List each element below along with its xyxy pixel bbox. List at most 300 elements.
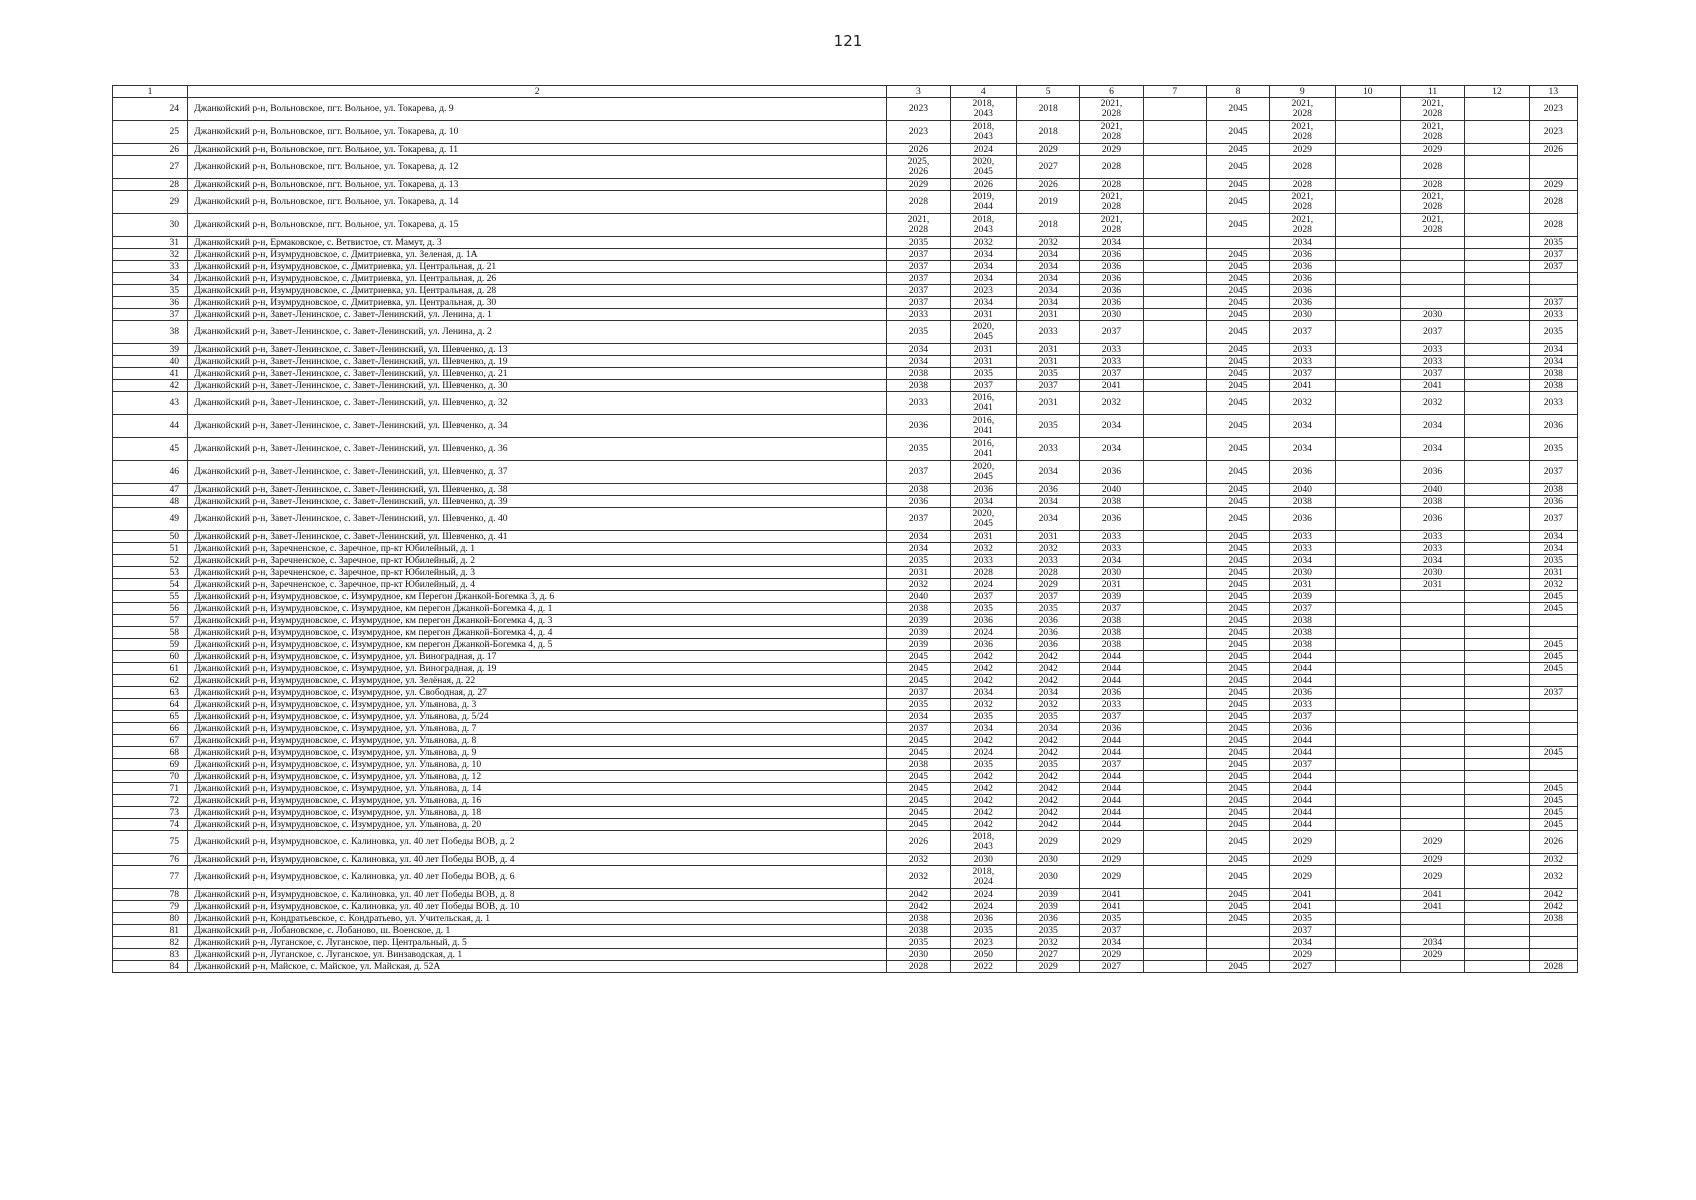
cell-col-7 [1143,380,1206,392]
cell-col-2: Джанкойский р-н, Изумрудновское, с. Изумрудное, км Перегон Джанкой-Богемка 3, д. 6 [188,591,887,603]
cell-col-5: 2031 [1017,344,1080,356]
cell-col-4: 2042 [950,783,1016,795]
cell-col-8: 2045 [1206,807,1269,819]
cell-col-5: 2039 [1017,901,1080,913]
cell-col-4: 2034 [950,687,1016,699]
cell-col-9: 2029 [1270,866,1335,889]
cell-col-2: Джанкойский р-н, Завет-Ленинское, с. Завет-Ленинский, ул. Шевченко, д. 34 [188,415,887,438]
cell-col-2: Джанкойский р-н, Изумрудновское, с. Калиновка, ул. 40 лет Победы ВОВ, д. 6 [188,866,887,889]
cell-col-7 [1143,121,1206,144]
cell-col-4: 2042 [950,771,1016,783]
cell-col-3: 2038 [887,913,950,925]
cell-col-10 [1335,675,1400,687]
cell-col-4: 2018, 2043 [950,98,1016,121]
cell-col-7 [1143,214,1206,237]
cell-col-10 [1335,237,1400,249]
cell-col-12 [1465,98,1529,121]
cell-col-13: 2045 [1529,807,1577,819]
cell-col-6: 2036 [1080,249,1143,261]
cell-col-6: 2032 [1080,392,1143,415]
cell-col-6: 2041 [1080,889,1143,901]
cell-col-7 [1143,771,1206,783]
cell-col-8: 2045 [1206,735,1269,747]
table-row [113,273,1578,285]
cell-col-12 [1465,795,1529,807]
cell-col-13 [1529,949,1577,961]
cell-col-4: 2018, 2043 [950,214,1016,237]
cell-col-8: 2045 [1206,831,1269,854]
cell-col-6: 2036 [1080,508,1143,531]
cell-col-5: 2029 [1017,144,1080,156]
cell-col-3: 2034 [887,356,950,368]
cell-col-10 [1335,639,1400,651]
cell-col-5: 2026 [1017,179,1080,191]
cell-col-13 [1529,699,1577,711]
cell-col-4: 2016, 2041 [950,392,1016,415]
cell-col-8: 2045 [1206,144,1269,156]
cell-col-12 [1465,639,1529,651]
cell-col-9: 2031 [1270,579,1335,591]
cell-col-9: 2033 [1270,531,1335,543]
cell-col-1: 45 [113,438,188,461]
cell-col-13: 2035 [1529,438,1577,461]
table-row [113,356,1578,368]
cell-col-1: 30 [113,214,188,237]
cell-col-12 [1465,651,1529,663]
cell-col-13: 2035 [1529,555,1577,567]
cell-col-4: 2033 [950,555,1016,567]
cell-col-2: Джанкойский р-н, Луганское, с. Луганское, пер. Центральный, д. 5 [188,937,887,949]
cell-col-3: 2037 [887,285,950,297]
cell-col-11: 2037 [1400,321,1464,344]
cell-col-11: 2029 [1400,144,1464,156]
cell-col-1: 28 [113,179,188,191]
cell-col-6: 2029 [1080,866,1143,889]
cell-col-13: 2026 [1529,144,1577,156]
cell-col-6: 2029 [1080,831,1143,854]
cell-col-2: Джанкойский р-н, Завет-Ленинское, с. Завет-Ленинский, ул. Шевченко, д. 38 [188,484,887,496]
cell-col-3: 2045 [887,819,950,831]
cell-col-6: 2044 [1080,747,1143,759]
cell-col-7 [1143,309,1206,321]
table-row [113,901,1578,913]
cell-col-1: 46 [113,461,188,484]
cell-col-9: 2034 [1270,937,1335,949]
cell-col-6: 2033 [1080,531,1143,543]
table-row [113,484,1578,496]
cell-col-3: 2028 [887,191,950,214]
cell-col-11: 2041 [1400,901,1464,913]
cell-col-4: 2020, 2045 [950,321,1016,344]
cell-col-5: 2034 [1017,723,1080,735]
cell-col-9: 2034 [1270,555,1335,567]
cell-col-3: 2021, 2028 [887,214,950,237]
cell-col-6: 2044 [1080,795,1143,807]
cell-col-13: 2034 [1529,531,1577,543]
cell-col-6: 2034 [1080,937,1143,949]
cell-col-12 [1465,415,1529,438]
cell-col-1: 74 [113,819,188,831]
cell-col-7 [1143,297,1206,309]
cell-col-1: 60 [113,651,188,663]
table-row [113,380,1578,392]
cell-col-4: 2042 [950,819,1016,831]
cell-col-12 [1465,508,1529,531]
table-body [113,86,1578,973]
cell-col-6: 2021, 2028 [1080,98,1143,121]
cell-col-6: 2044 [1080,819,1143,831]
header-cell-8: 8 [1206,86,1269,98]
cell-col-6: 2038 [1080,639,1143,651]
cell-col-7 [1143,555,1206,567]
cell-col-1: 25 [113,121,188,144]
cell-col-4: 2037 [950,380,1016,392]
cell-col-12 [1465,937,1529,949]
cell-col-5: 2034 [1017,261,1080,273]
cell-col-7 [1143,901,1206,913]
cell-col-10 [1335,591,1400,603]
cell-col-11 [1400,651,1464,663]
cell-col-13: 2045 [1529,783,1577,795]
cell-col-2: Джанкойский р-н, Вольновское, пгт. Вольное, ул. Токарева, д. 10 [188,121,887,144]
cell-col-10 [1335,807,1400,819]
table-row [113,261,1578,273]
cell-col-8: 2045 [1206,579,1269,591]
cell-col-13: 2028 [1529,961,1577,973]
table-row [113,249,1578,261]
cell-col-4: 2034 [950,261,1016,273]
cell-col-3: 2035 [887,555,950,567]
cell-col-12 [1465,866,1529,889]
cell-col-3: 2034 [887,531,950,543]
cell-col-9: 2036 [1270,508,1335,531]
cell-col-3: 2032 [887,579,950,591]
cell-col-2: Джанкойский р-н, Завет-Ленинское, с. Завет-Ленинский, ул. Шевченко, д. 21 [188,368,887,380]
table-row [113,496,1578,508]
cell-col-13: 2028 [1529,191,1577,214]
cell-col-11 [1400,273,1464,285]
cell-col-11 [1400,297,1464,309]
cell-col-3: 2038 [887,484,950,496]
cell-col-13: 2033 [1529,392,1577,415]
cell-col-9: 2021, 2028 [1270,214,1335,237]
cell-col-4: 2035 [950,368,1016,380]
cell-col-2: Джанкойский р-н, Изумрудновское, с. Изумрудное, ул. Ульянова, д. 14 [188,783,887,795]
table-row [113,297,1578,309]
table-row [113,237,1578,249]
cell-col-9: 2030 [1270,309,1335,321]
cell-col-4: 2022 [950,961,1016,973]
cell-col-2: Джанкойский р-н, Изумрудновское, с. Изумрудное, ул. Ульянова, д. 3 [188,699,887,711]
cell-col-10 [1335,937,1400,949]
cell-col-8: 2045 [1206,901,1269,913]
cell-col-5: 2031 [1017,309,1080,321]
cell-col-7 [1143,783,1206,795]
cell-col-11: 2021, 2028 [1400,121,1464,144]
cell-col-6: 2021, 2028 [1080,214,1143,237]
cell-col-10 [1335,297,1400,309]
cell-col-9: 2041 [1270,889,1335,901]
cell-col-10 [1335,687,1400,699]
cell-col-6: 2044 [1080,663,1143,675]
cell-col-11 [1400,285,1464,297]
cell-col-5: 2042 [1017,651,1080,663]
cell-col-5: 2031 [1017,356,1080,368]
cell-col-1: 31 [113,237,188,249]
cell-col-5: 2033 [1017,321,1080,344]
cell-col-12 [1465,567,1529,579]
table-row [113,368,1578,380]
cell-col-8: 2045 [1206,591,1269,603]
cell-col-7 [1143,273,1206,285]
cell-col-8: 2045 [1206,759,1269,771]
cell-col-11 [1400,687,1464,699]
cell-col-3: 2045 [887,807,950,819]
cell-col-3: 2039 [887,639,950,651]
table-row [113,723,1578,735]
cell-col-4: 2042 [950,675,1016,687]
cell-col-13 [1529,615,1577,627]
cell-col-4: 2042 [950,795,1016,807]
cell-col-4: 2024 [950,627,1016,639]
cell-col-3: 2026 [887,144,950,156]
cell-col-4: 2032 [950,699,1016,711]
cell-col-3: 2039 [887,615,950,627]
header-cell-9: 9 [1270,86,1335,98]
cell-col-12 [1465,735,1529,747]
cell-col-1: 43 [113,392,188,415]
cell-col-10 [1335,913,1400,925]
cell-col-10 [1335,261,1400,273]
cell-col-12 [1465,711,1529,723]
cell-col-5: 2034 [1017,496,1080,508]
cell-col-5: 2018 [1017,121,1080,144]
cell-col-10 [1335,771,1400,783]
cell-col-2: Джанкойский р-н, Изумрудновское, с. Дмитриевка, ул. Зеленая, д. 1А [188,249,887,261]
table-row [113,156,1578,179]
cell-col-6: 2028 [1080,179,1143,191]
header-cell-2: 2 [188,86,887,98]
cell-col-2: Джанкойский р-н, Изумрудновское, с. Калиновка, ул. 40 лет Победы ВОВ, д. 4 [188,854,887,866]
cell-col-7 [1143,603,1206,615]
cell-col-10 [1335,663,1400,675]
cell-col-13: 2038 [1529,913,1577,925]
cell-col-6: 2027 [1080,961,1143,973]
cell-col-5: 2036 [1017,639,1080,651]
cell-col-9: 2034 [1270,438,1335,461]
cell-col-9: 2021, 2028 [1270,98,1335,121]
cell-col-8: 2045 [1206,675,1269,687]
cell-col-1: 69 [113,759,188,771]
cell-col-11 [1400,249,1464,261]
cell-col-9: 2034 [1270,415,1335,438]
cell-col-7 [1143,484,1206,496]
cell-col-13: 2045 [1529,819,1577,831]
cell-col-11: 2036 [1400,461,1464,484]
cell-col-2: Джанкойский р-н, Изумрудновское, с. Калиновка, ул. 40 лет Победы ВОВ, д. 8 [188,889,887,901]
cell-col-2: Джанкойский р-н, Завет-Ленинское, с. Завет-Ленинский, ул. Шевченко, д. 41 [188,531,887,543]
cell-col-3: 2023 [887,121,950,144]
cell-col-2: Джанкойский р-н, Изумрудновское, с. Изумрудное, ул. Виноградная, д. 17 [188,651,887,663]
table-row [113,579,1578,591]
header-cell-7: 7 [1143,86,1206,98]
cell-col-2: Джанкойский р-н, Вольновское, пгт. Вольное, ул. Токарева, д. 12 [188,156,887,179]
cell-col-2: Джанкойский р-н, Завет-Ленинское, с. Завет-Ленинский, ул. Ленина, д. 2 [188,321,887,344]
cell-col-4: 2026 [950,179,1016,191]
cell-col-3: 2042 [887,889,950,901]
cell-col-11 [1400,639,1464,651]
cell-col-5: 2034 [1017,508,1080,531]
cell-col-9: 2036 [1270,297,1335,309]
table-row [113,807,1578,819]
cell-col-3: 2038 [887,368,950,380]
cell-col-4: 2023 [950,937,1016,949]
cell-col-4: 2030 [950,854,1016,866]
cell-col-5: 2036 [1017,627,1080,639]
cell-col-8: 2045 [1206,889,1269,901]
cell-col-6: 2028 [1080,156,1143,179]
cell-col-3: 2037 [887,261,950,273]
cell-col-11 [1400,675,1464,687]
cell-col-8: 2045 [1206,356,1269,368]
cell-col-9: 2044 [1270,663,1335,675]
cell-col-2: Джанкойский р-н, Изумрудновское, с. Дмитриевка, ул. Центральная, д. 30 [188,297,887,309]
cell-col-12 [1465,273,1529,285]
table-row [113,747,1578,759]
cell-col-9: 2038 [1270,627,1335,639]
table-row [113,795,1578,807]
cell-col-7 [1143,795,1206,807]
cell-col-5: 2042 [1017,747,1080,759]
cell-col-11: 2028 [1400,156,1464,179]
cell-col-6: 2037 [1080,925,1143,937]
cell-col-1: 56 [113,603,188,615]
cell-col-11 [1400,747,1464,759]
cell-col-10 [1335,759,1400,771]
cell-col-9: 2036 [1270,261,1335,273]
cell-col-13 [1529,937,1577,949]
cell-col-11 [1400,603,1464,615]
cell-col-8: 2045 [1206,819,1269,831]
cell-col-5: 2029 [1017,961,1080,973]
cell-col-9: 2044 [1270,747,1335,759]
cell-col-7 [1143,819,1206,831]
cell-col-2: Джанкойский р-н, Изумрудновское, с. Изумрудное, ул. Ульянова, д. 12 [188,771,887,783]
cell-col-11: 2041 [1400,380,1464,392]
cell-col-5: 2042 [1017,735,1080,747]
cell-col-10 [1335,179,1400,191]
cell-col-5: 2032 [1017,937,1080,949]
cell-col-1: 51 [113,543,188,555]
cell-col-9: 2036 [1270,273,1335,285]
cell-col-11 [1400,711,1464,723]
cell-col-10 [1335,156,1400,179]
cell-col-7 [1143,237,1206,249]
cell-col-8: 2045 [1206,783,1269,795]
cell-col-6: 2037 [1080,603,1143,615]
cell-col-1: 65 [113,711,188,723]
cell-col-4: 2019, 2044 [950,191,1016,214]
cell-col-13: 2042 [1529,901,1577,913]
table-row [113,461,1578,484]
table-row [113,854,1578,866]
cell-col-7 [1143,759,1206,771]
cell-col-2: Джанкойский р-н, Изумрудновское, с. Изумрудное, ул. Ульянова, д. 7 [188,723,887,735]
cell-col-5: 2034 [1017,249,1080,261]
cell-col-4: 2018, 2043 [950,121,1016,144]
cell-col-10 [1335,901,1400,913]
cell-col-6: 2044 [1080,807,1143,819]
cell-col-9: 2044 [1270,807,1335,819]
cell-col-1: 35 [113,285,188,297]
cell-col-2: Джанкойский р-н, Завет-Ленинское, с. Завет-Ленинский, ул. Шевченко, д. 40 [188,508,887,531]
cell-col-12 [1465,321,1529,344]
table-row [113,309,1578,321]
cell-col-11: 2033 [1400,356,1464,368]
cell-col-12 [1465,249,1529,261]
cell-col-8: 2045 [1206,639,1269,651]
cell-col-13: 2038 [1529,484,1577,496]
cell-col-10 [1335,866,1400,889]
cell-col-10 [1335,285,1400,297]
cell-col-12 [1465,615,1529,627]
cell-col-12 [1465,579,1529,591]
cell-col-13: 2037 [1529,461,1577,484]
cell-col-6: 2037 [1080,321,1143,344]
cell-col-13: 2045 [1529,591,1577,603]
cell-col-11 [1400,735,1464,747]
cell-col-11: 2021, 2028 [1400,98,1464,121]
cell-col-8: 2045 [1206,309,1269,321]
cell-col-6: 2034 [1080,438,1143,461]
cell-col-1: 75 [113,831,188,854]
cell-col-10 [1335,651,1400,663]
cell-col-13: 2045 [1529,651,1577,663]
cell-col-11: 2037 [1400,368,1464,380]
cell-col-7 [1143,496,1206,508]
table-row [113,711,1578,723]
cell-col-9: 2021, 2028 [1270,191,1335,214]
cell-col-9: 2033 [1270,356,1335,368]
cell-col-7 [1143,925,1206,937]
cell-col-8: 2045 [1206,297,1269,309]
cell-col-1: 44 [113,415,188,438]
cell-col-9: 2029 [1270,831,1335,854]
cell-col-1: 66 [113,723,188,735]
cell-col-5: 2019 [1017,191,1080,214]
cell-col-11: 2030 [1400,309,1464,321]
cell-col-11: 2034 [1400,415,1464,438]
cell-col-11: 2029 [1400,866,1464,889]
cell-col-9: 2029 [1270,949,1335,961]
cell-col-3: 2045 [887,747,950,759]
table-row [113,191,1578,214]
cell-col-13: 2042 [1529,889,1577,901]
cell-col-6: 2029 [1080,949,1143,961]
cell-col-13: 2023 [1529,121,1577,144]
cell-col-11: 2040 [1400,484,1464,496]
table-row [113,735,1578,747]
cell-col-2: Джанкойский р-н, Майское, с. Майское, ул. Майская, д. 52А [188,961,887,973]
cell-col-9: 2037 [1270,925,1335,937]
header-cell-11: 11 [1400,86,1464,98]
cell-col-12 [1465,949,1529,961]
cell-col-3: 2037 [887,249,950,261]
cell-col-7 [1143,579,1206,591]
cell-col-13: 2034 [1529,543,1577,555]
cell-col-10 [1335,555,1400,567]
cell-col-2: Джанкойский р-н, Изумрудновское, с. Изумрудное, ул. Виноградная, д. 19 [188,663,887,675]
